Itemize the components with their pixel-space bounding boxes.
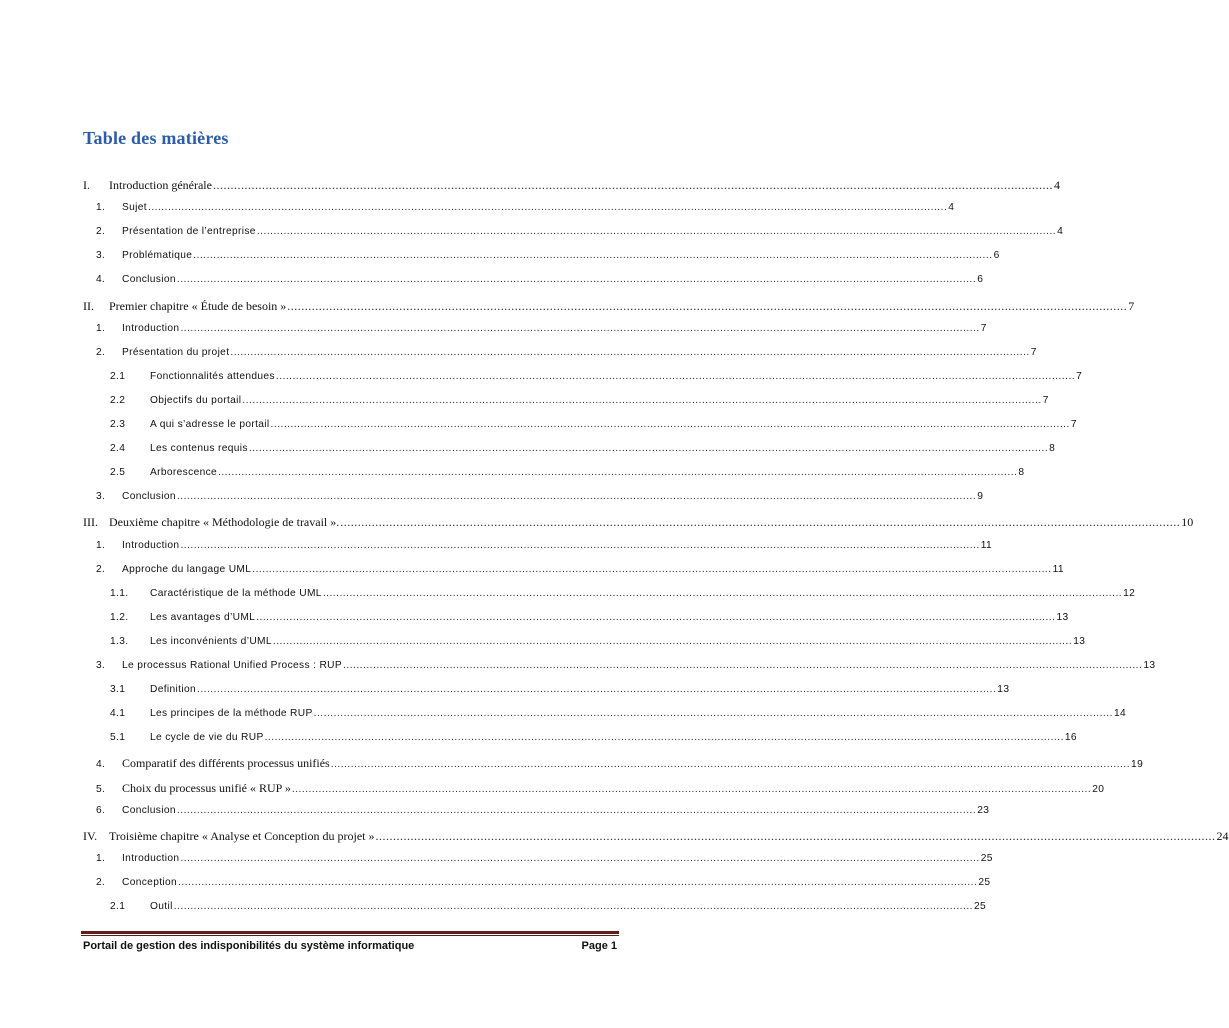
toc-entry-label: Deuxième chapitre « Méthodologie de travail ». <box>109 515 340 530</box>
toc-entry-number: 2. <box>96 563 106 575</box>
toc-entry-page: 4 <box>1053 178 1060 192</box>
toc-entry-number: 2.5 <box>110 467 126 479</box>
toc-entry[interactable] <box>83 467 1025 487</box>
toc-entry-page: 7 <box>1042 394 1049 406</box>
toc-entry-label: Premier chapitre « Étude de besoin » <box>109 298 287 313</box>
toc-entry[interactable] <box>83 587 1136 608</box>
toc-entry-page: 20 <box>1092 783 1105 795</box>
footer-rule <box>81 931 619 934</box>
toc-entry-number: 2.1 <box>110 370 126 382</box>
toc-entry-label: Présentation du projet <box>122 346 230 358</box>
toc-entry[interactable] <box>83 660 1156 680</box>
toc-entry[interactable] <box>83 732 1077 752</box>
toc-dot-leader: ................................................................................................................................................................................................................................................ <box>340 515 1181 530</box>
footer-document-title: Portail de gestion des indisponibilités du système informatique <box>83 940 415 952</box>
toc-entry[interactable] <box>83 370 1083 391</box>
toc-entry-number: 2. <box>96 346 106 358</box>
toc-entry-number: 6. <box>96 804 106 816</box>
toc-entry-label: Approche du langage UML <box>122 563 252 575</box>
toc-entry-label: A qui s’adresse le portail <box>150 419 270 430</box>
toc-entry-label: Le cycle de vie du RUP <box>150 732 264 744</box>
toc-entry[interactable] <box>83 298 1135 319</box>
toc-entry-label: Objectifs du portail <box>150 394 242 406</box>
page-title: Table des matières <box>83 128 229 148</box>
toc-entry-label: Les inconvénients d’UML <box>150 635 272 647</box>
toc-entry-number: 2. <box>96 876 106 888</box>
toc-entry-label: Fonctionnalités attendues <box>150 370 275 382</box>
toc-dot-leader: ................................................................................................................................................................................................................................................ <box>180 322 980 334</box>
toc-entry-page: 10 <box>1181 515 1194 530</box>
toc-entry-page: 25 <box>978 876 991 888</box>
toc-entry-page: 9 <box>977 491 984 503</box>
toc-entry-number: IV. <box>83 828 98 843</box>
toc-entry[interactable] <box>83 684 1010 704</box>
footer-page-number: Page 1 <box>581 940 617 952</box>
toc-entry[interactable] <box>83 226 1064 246</box>
toc-dot-leader: ................................................................................................................................................................................................................................................ <box>272 635 1073 647</box>
toc-entry-label: Introduction <box>122 322 180 334</box>
toc-entry[interactable] <box>83 852 993 873</box>
toc-entry[interactable] <box>83 443 1056 463</box>
toc-dot-leader: ................................................................................................................................................................................................................................................ <box>252 563 1052 575</box>
toc-dot-leader: ................................................................................................................................................................................................................................................ <box>322 587 1123 599</box>
toc-dot-leader: ................................................................................................................................................................................................................................................ <box>176 491 977 503</box>
toc-entry-number: 1. <box>96 852 106 864</box>
toc-entry-page: 13 <box>997 684 1010 696</box>
toc-entry-label: Definition <box>150 684 196 696</box>
toc-entry-label: Conception <box>122 876 178 888</box>
toc-entry-page: 4 <box>948 202 955 214</box>
toc-entry-number: 4. <box>96 759 106 771</box>
footer-rule-thin <box>81 935 619 936</box>
toc-entry-label: Problématique <box>122 250 193 262</box>
toc-entry[interactable] <box>83 250 1000 270</box>
toc-entry-page: 25 <box>980 852 993 864</box>
toc-entry-label: Outil <box>150 901 173 912</box>
toc-dot-leader: ................................................................................................................................................................................................................................................ <box>180 539 980 551</box>
toc-entry[interactable] <box>83 202 955 222</box>
toc-entry-page: 24 <box>1216 828 1229 843</box>
toc-dot-leader: ................................................................................................................................................................................................................................................ <box>375 828 1216 843</box>
toc-entry-number: 3. <box>96 250 106 262</box>
toc-dot-leader: ................................................................................................................................................................................................................................................ <box>212 178 1053 192</box>
toc-dot-leader: ................................................................................................................................................................................................................................................ <box>248 443 1049 455</box>
toc-dot-leader: ................................................................................................................................................................................................................................................ <box>343 660 1143 671</box>
toc-entry[interactable] <box>83 756 1144 776</box>
toc-entry-label: Sujet <box>122 202 147 214</box>
toc-entry-page: 11 <box>1052 563 1064 575</box>
toc-entry[interactable] <box>83 635 1086 656</box>
toc-dot-leader: ................................................................................................................................................................................................................................................ <box>176 804 977 816</box>
toc-entry-label: Introduction générale <box>109 178 212 192</box>
toc-entry-label: Conclusion <box>122 491 176 503</box>
toc-entry-label: Introduction <box>122 852 180 864</box>
toc-dot-leader: ................................................................................................................................................................................................................................................ <box>147 202 948 214</box>
toc-entry-page: 13 <box>1143 660 1156 671</box>
toc-entry[interactable] <box>83 419 1077 439</box>
toc-entry[interactable] <box>83 491 984 511</box>
toc-entry-page: 4 <box>1057 226 1064 238</box>
toc-entry-page: 13 <box>1073 635 1086 647</box>
toc-dot-leader: ................................................................................................................................................................................................................................................ <box>178 876 978 888</box>
toc-entry-page: 8 <box>1018 467 1025 479</box>
toc-entry-number: 2.2 <box>110 394 126 406</box>
toc-entry-label: Conclusion <box>122 274 176 286</box>
toc-entry-number: 1. <box>96 539 106 551</box>
toc-dot-leader: ................................................................................................................................................................................................................................................ <box>275 370 1076 382</box>
toc-entry-number: 3. <box>96 491 106 503</box>
toc-entry-number: 1. <box>96 322 106 334</box>
toc-entry-label: Conclusion <box>122 804 176 816</box>
toc-entry-number: 1.3. <box>110 635 129 647</box>
toc-entry-page: 7 <box>1070 419 1077 430</box>
toc-entry-number: 1.2. <box>110 611 129 623</box>
toc-entry-number: 3. <box>96 660 106 671</box>
toc-entry-label: Introduction <box>122 539 180 551</box>
toc-entry-page: 12 <box>1123 587 1136 599</box>
toc-entry[interactable] <box>83 876 991 897</box>
toc-entry-page: 8 <box>1049 443 1056 455</box>
toc-entry[interactable] <box>83 178 1060 198</box>
toc-entry-label: Choix du processus unifié « RUP » <box>122 780 291 795</box>
toc-entry-number: 4. <box>96 274 106 286</box>
toc-entry-page: 14 <box>1113 708 1126 720</box>
toc-entry-label: Comparatif des différents processus unifiés <box>122 756 330 771</box>
toc-entry-label: Arborescence <box>150 467 218 479</box>
toc-dot-leader: ................................................................................................................................................................................................................................................ <box>176 274 977 286</box>
toc-entry[interactable] <box>83 322 987 343</box>
toc-entry[interactable] <box>83 780 1105 801</box>
toc-dot-leader: ................................................................................................................................................................................................................................................ <box>230 346 1030 358</box>
toc-dot-leader: ................................................................................................................................................................................................................................................ <box>291 783 1092 795</box>
toc-entry-page: 25 <box>974 901 987 912</box>
toc-entry[interactable] <box>83 539 993 560</box>
toc-entry-number: II. <box>83 298 94 313</box>
toc-entry-number: 2.3 <box>110 419 126 430</box>
toc-entry-page: 16 <box>1064 732 1077 744</box>
toc-dot-leader: ................................................................................................................................................................................................................................................ <box>193 250 993 262</box>
toc-entry-page: 6 <box>993 250 1000 262</box>
toc-dot-leader: ................................................................................................................................................................................................................................................ <box>218 467 1018 479</box>
toc-entry[interactable] <box>83 274 984 294</box>
toc-entry[interactable] <box>83 828 1229 849</box>
toc-entry-page: 7 <box>1030 346 1037 358</box>
toc-entry-page: 19 <box>1131 759 1144 771</box>
toc-entry[interactable] <box>83 394 1049 415</box>
toc-entry-label: Troisième chapitre « Analyse et Conception du projet » <box>109 828 375 843</box>
toc-entry[interactable] <box>83 563 1064 584</box>
toc-entry-number: 5. <box>96 783 106 795</box>
toc-dot-leader: ................................................................................................................................................................................................................................................ <box>173 901 974 912</box>
toc-entry-number: 1. <box>96 202 106 214</box>
toc-entry-number: 1.1. <box>110 587 129 599</box>
toc-entry[interactable] <box>83 804 990 825</box>
toc-dot-leader: ................................................................................................................................................................................................................................................ <box>180 852 980 864</box>
toc-entry[interactable] <box>83 611 1069 632</box>
toc-dot-leader: ................................................................................................................................................................................................................................................ <box>287 298 1128 313</box>
toc-entry[interactable] <box>83 708 1126 728</box>
toc-dot-leader: ................................................................................................................................................................................................................................................ <box>256 611 1056 623</box>
toc-entry-number: 4.1 <box>110 708 126 720</box>
toc-dot-leader: ................................................................................................................................................................................................................................................ <box>242 394 1042 406</box>
toc-entry-page: 23 <box>977 804 990 816</box>
toc-entry-page: 7 <box>1076 370 1083 382</box>
toc-dot-leader: ................................................................................................................................................................................................................................................ <box>264 732 1064 744</box>
toc-entry-label: Caractéristique de la méthode UML <box>150 587 322 599</box>
toc-entry-number: 5.1 <box>110 732 126 744</box>
toc-dot-leader: ................................................................................................................................................................................................................................................ <box>313 708 1113 720</box>
toc-entry-number: I. <box>83 178 90 192</box>
toc-entry-label: Les contenus requis <box>150 443 248 455</box>
toc-entry-label: Les principes de la méthode RUP <box>150 708 313 720</box>
toc-entry[interactable] <box>83 346 1037 367</box>
toc-entry-number: III. <box>83 515 98 530</box>
toc-entry-number: 2.4 <box>110 443 126 455</box>
toc-entry-label: Présentation de l’entreprise <box>122 226 256 238</box>
toc-entry-number: 2.1 <box>110 901 126 912</box>
toc-entry[interactable] <box>83 901 987 921</box>
toc-entry-page: 6 <box>977 274 984 286</box>
toc-entry-number: 3.1 <box>110 684 126 696</box>
toc-dot-leader: ................................................................................................................................................................................................................................................ <box>196 684 997 696</box>
toc-entry-label: Le processus Rational Unified Process : RUP <box>122 660 343 671</box>
toc-entry[interactable] <box>83 515 1194 535</box>
toc-entry-label: Les avantages d’UML <box>150 611 256 623</box>
toc-entry-page: 13 <box>1056 611 1069 623</box>
toc-entry-number: 2. <box>96 226 106 238</box>
toc-entry-page: 7 <box>980 322 987 334</box>
toc-dot-leader: ................................................................................................................................................................................................................................................ <box>330 759 1131 771</box>
toc-entry-page: 7 <box>1128 298 1135 313</box>
toc-dot-leader: ................................................................................................................................................................................................................................................ <box>270 419 1070 430</box>
toc-dot-leader: ................................................................................................................................................................................................................................................ <box>256 226 1057 238</box>
toc-entry-page: 11 <box>980 539 993 551</box>
